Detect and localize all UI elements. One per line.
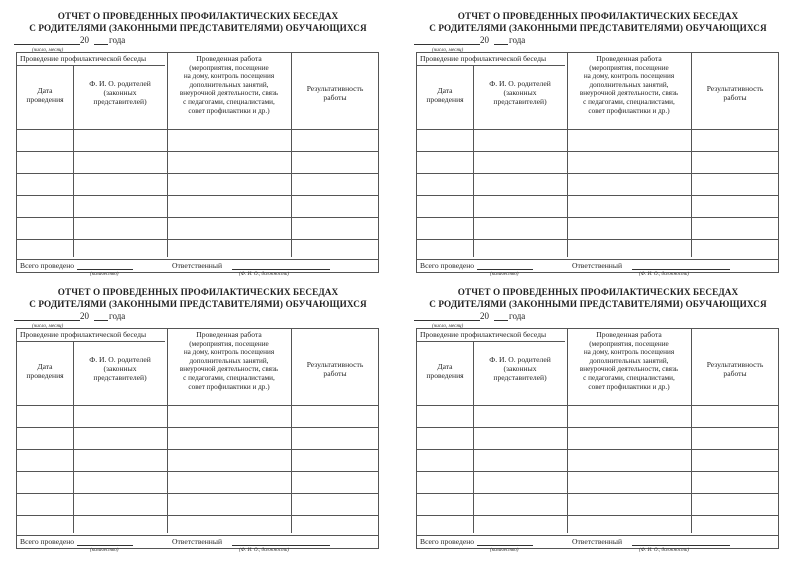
year-blank[interactable] [494,320,508,321]
fio-hint: (Ф. И. О., должность) [639,546,689,553]
report-table [16,52,379,277]
total-label: Всего проведено [420,537,475,546]
col-header-date: Дата проведения [426,362,464,380]
date-blank[interactable] [14,320,80,321]
report-table [416,328,779,553]
date-line [14,311,154,323]
col-header-work: Проведенная работа (мероприятия, посещение на дому, контроль посещения дополнительных занятий, внеурочной деятельности, связь с педагогами, специалистами, совет профилактики и др.) [179,54,279,115]
col-header-work: Проведенная работа (мероприятия, посещение на дому, контроль посещения дополнительных занятий, внеурочной деятельности, связь с педагогами, специалистами, совет профилактики и др.) [179,330,279,391]
qty-hint: (количество) [90,270,119,277]
responsible-label: Ответственный [172,261,223,270]
date-line [414,311,554,323]
col-header-fio: Ф. И. О. родителей (законных представителей) [489,79,551,106]
responsible-label: Ответственный [572,537,623,546]
year-blank[interactable] [94,320,108,321]
title-line-1: ОТЧЕТ О ПРОВЕДЕННЫХ ПРОФИЛАКТИЧЕСКИХ БЕСЕДАХ [457,11,739,21]
date-blank[interactable] [14,44,80,45]
col-header-date: Дата проведения [426,86,464,104]
fio-hint: (Ф. И. О., должность) [239,270,289,277]
date-hint: (число, месяц) [32,323,64,329]
total-label: Всего проведено [20,261,75,270]
year-prefix: 20 [80,311,89,321]
title-line-2: С РОДИТЕЛЯМИ (ЗАКОННЫМИ ПРЕДСТАВИТЕЛЯМИ) ОБУЧАЮЩИХСЯ [29,299,367,309]
qty-hint: (количество) [90,546,119,553]
title-line-2: С РОДИТЕЛЯМИ (ЗАКОННЫМИ ПРЕДСТАВИТЕЛЯМИ) ОБУЧАЮЩИХСЯ [429,299,767,309]
year-suffix: года [509,35,526,45]
report-form [14,5,382,275]
report-table [16,328,379,553]
total-label: Всего проведено [420,261,475,270]
qty-hint: (количество) [490,546,519,553]
year-suffix: года [509,311,526,321]
col-header-result: Результативность работы [306,360,364,378]
span-header: Проведение профилактической беседы [20,330,147,339]
total-label: Всего проведено [20,537,75,546]
date-blank[interactable] [414,320,480,321]
responsible-label: Ответственный [172,537,223,546]
report-form [414,281,782,551]
fio-hint: (Ф. И. О., должность) [239,546,289,553]
col-header-work: Проведенная работа (мероприятия, посещение на дому, контроль посещения дополнительных занятий, внеурочной деятельности, связь с педагогами, специалистами, совет профилактики и др.) [579,54,679,115]
table-footer [17,259,378,277]
title-line-1: ОТЧЕТ О ПРОВЕДЕННЫХ ПРОФИЛАКТИЧЕСКИХ БЕСЕДАХ [57,287,339,297]
span-header: Проведение профилактической беседы [420,330,547,339]
title-line-1: ОТЧЕТ О ПРОВЕДЕННЫХ ПРОФИЛАКТИЧЕСКИХ БЕСЕДАХ [457,287,739,297]
report-form [414,5,782,275]
col-header-fio: Ф. И. О. родителей (законных представителей) [89,79,151,106]
date-hint: (число, месяц) [432,47,464,53]
date-blank[interactable] [414,44,480,45]
date-line [14,35,154,47]
report-form [14,281,382,551]
year-suffix: года [109,35,126,45]
title-line-2: С РОДИТЕЛЯМИ (ЗАКОННЫМИ ПРЕДСТАВИТЕЛЯМИ) ОБУЧАЮЩИХСЯ [29,23,367,33]
col-header-result: Результативность работы [706,360,764,378]
date-hint: (число, месяц) [32,47,64,53]
year-prefix: 20 [480,35,489,45]
table-footer [17,535,378,553]
table-footer [417,259,778,277]
year-blank[interactable] [94,44,108,45]
fio-hint: (Ф. И. О., должность) [639,270,689,277]
qty-hint: (количество) [490,270,519,277]
year-suffix: года [109,311,126,321]
col-header-work: Проведенная работа (мероприятия, посещение на дому, контроль посещения дополнительных занятий, внеурочной деятельности, связь с педагогами, специалистами, совет профилактики и др.) [579,330,679,391]
col-header-date: Дата проведения [26,362,64,380]
col-header-result: Результативность работы [706,84,764,102]
date-hint: (число, месяц) [432,323,464,329]
title-line-2: С РОДИТЕЛЯМИ (ЗАКОННЫМИ ПРЕДСТАВИТЕЛЯМИ) ОБУЧАЮЩИХСЯ [429,23,767,33]
table-footer [417,535,778,553]
report-table [416,52,779,277]
col-header-result: Результативность работы [306,84,364,102]
title-line-1: ОТЧЕТ О ПРОВЕДЕННЫХ ПРОФИЛАКТИЧЕСКИХ БЕСЕДАХ [57,11,339,21]
year-prefix: 20 [80,35,89,45]
col-header-fio: Ф. И. О. родителей (законных представителей) [489,355,551,382]
year-blank[interactable] [494,44,508,45]
responsible-label: Ответственный [572,261,623,270]
col-header-date: Дата проведения [26,86,64,104]
col-header-fio: Ф. И. О. родителей (законных представителей) [89,355,151,382]
span-header: Проведение профилактической беседы [420,54,547,63]
date-line [414,35,554,47]
year-prefix: 20 [480,311,489,321]
span-header: Проведение профилактической беседы [20,54,147,63]
